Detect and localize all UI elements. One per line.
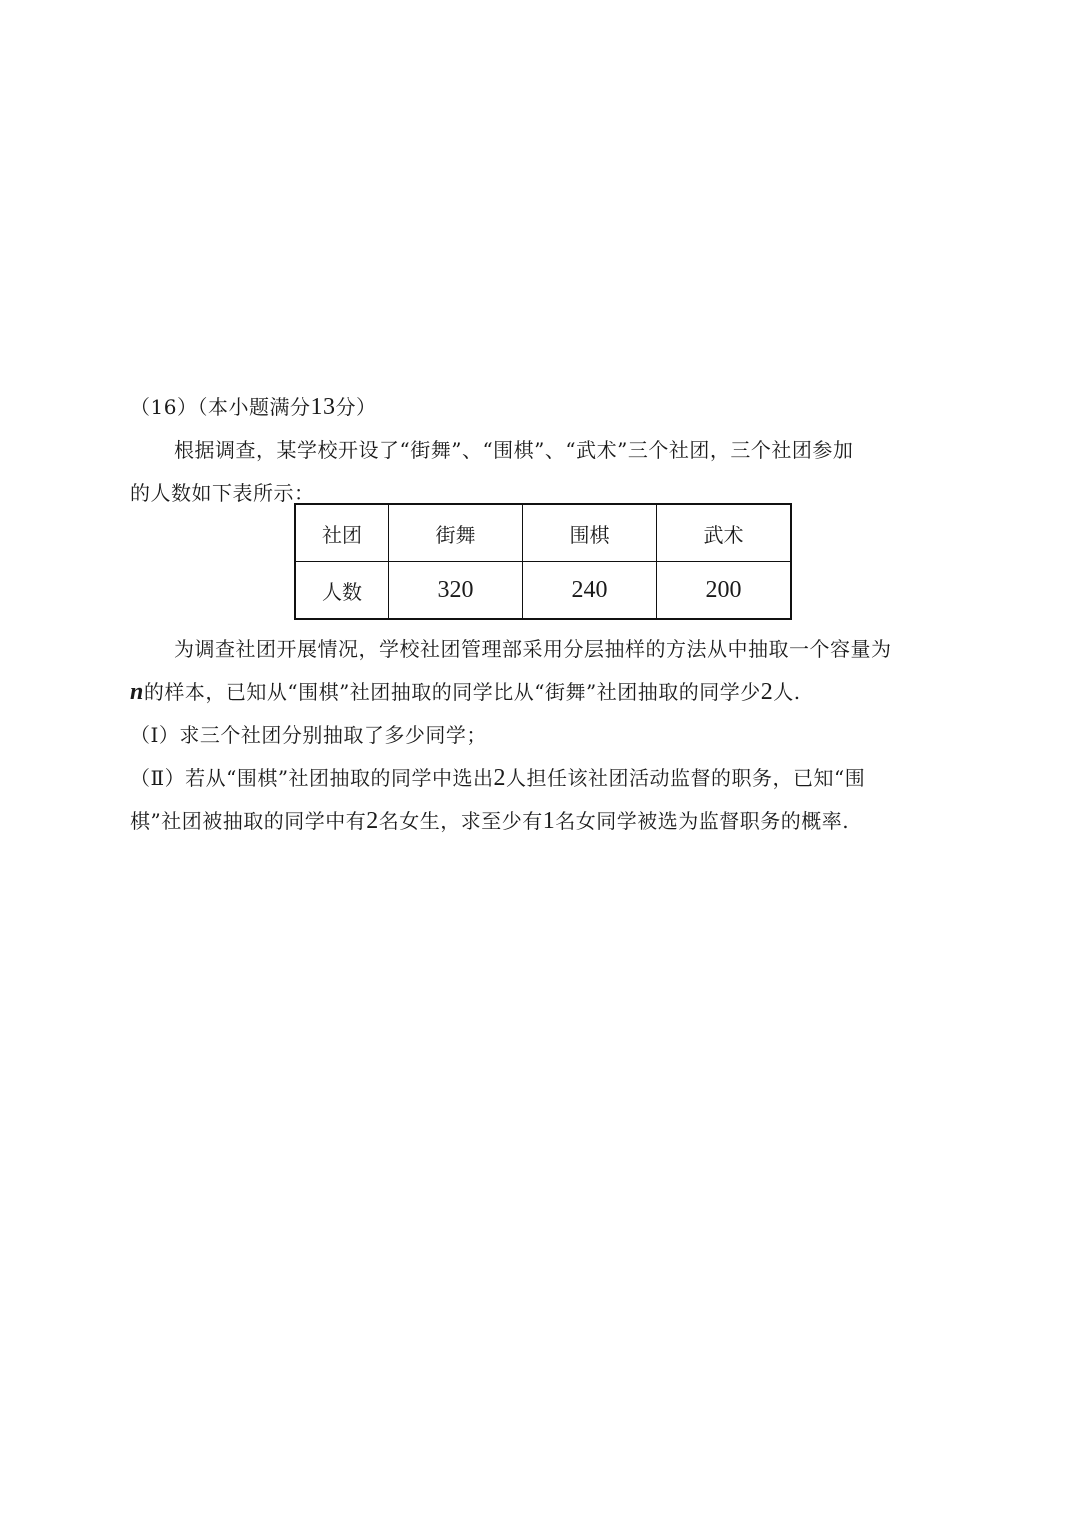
table-value-martial-arts: 200 <box>657 562 792 620</box>
part-2-line-1-num: 2 <box>493 765 507 791</box>
part-2-line-2-num2: 1 <box>542 808 556 834</box>
club-table-count-row <box>295 562 791 620</box>
part-1: （Ⅰ）求三个社团分别抽取了多少同学； <box>130 723 487 747</box>
problem-header <box>130 392 960 435</box>
header-suffix: 分） <box>335 395 377 419</box>
table-value-street-dance: 320 <box>389 562 523 620</box>
part-2-line-2-num1: 2 <box>366 808 379 834</box>
part-2-line-2-a: 棋”社团被抽取的同学中有 <box>130 809 367 833</box>
part-2-line-1-b: 人担任该社团活动监督的职务，已知“围 <box>506 766 866 790</box>
header-prefix: （16）（本小题满分 <box>130 395 311 419</box>
club-table <box>294 503 792 620</box>
text-line-2 <box>130 677 960 720</box>
text-line-2-num: 2 <box>760 679 774 705</box>
table-header-street-dance: 街舞 <box>389 504 523 562</box>
text-line-2-mid: 的样本，已知从“围棋”社团抽取的同学比从“街舞”社团抽取的同学少 <box>143 680 761 704</box>
table-header-go: 围棋 <box>523 504 657 562</box>
text-line-2-end: 人. <box>773 680 801 704</box>
text-line-1: 为调查社团开展情况，学校社团管理部采用分层抽样的方法从中抽取一个容量为 <box>174 637 892 661</box>
table-value-go: 240 <box>523 562 657 620</box>
part-2-line-1 <box>130 763 960 806</box>
variable-n: n <box>130 679 144 705</box>
header-score: 13 <box>310 394 336 420</box>
intro-line-1: 根据调查，某学校开设了“街舞”、“围棋”、“武术”三个社团，三个社团参加 <box>174 438 854 462</box>
part-2-line-1-a: （Ⅱ）若从“围棋”社团抽取的同学中选出 <box>130 766 494 790</box>
problem-16 <box>130 392 960 521</box>
part-2-line-2 <box>130 806 960 849</box>
problem-16-continued <box>130 634 960 849</box>
table-header-club: 社团 <box>295 504 389 562</box>
table-row-label-count: 人数 <box>295 562 389 620</box>
club-table-header-row <box>295 504 791 562</box>
part-2-line-2-c: 名女同学被选为监督职务的概率. <box>555 809 850 833</box>
intro-line-2: 的人数如下表所示： <box>130 481 315 505</box>
table-header-martial-arts: 武术 <box>657 504 792 562</box>
part-2-line-2-b: 名女生，求至少有 <box>378 809 543 833</box>
